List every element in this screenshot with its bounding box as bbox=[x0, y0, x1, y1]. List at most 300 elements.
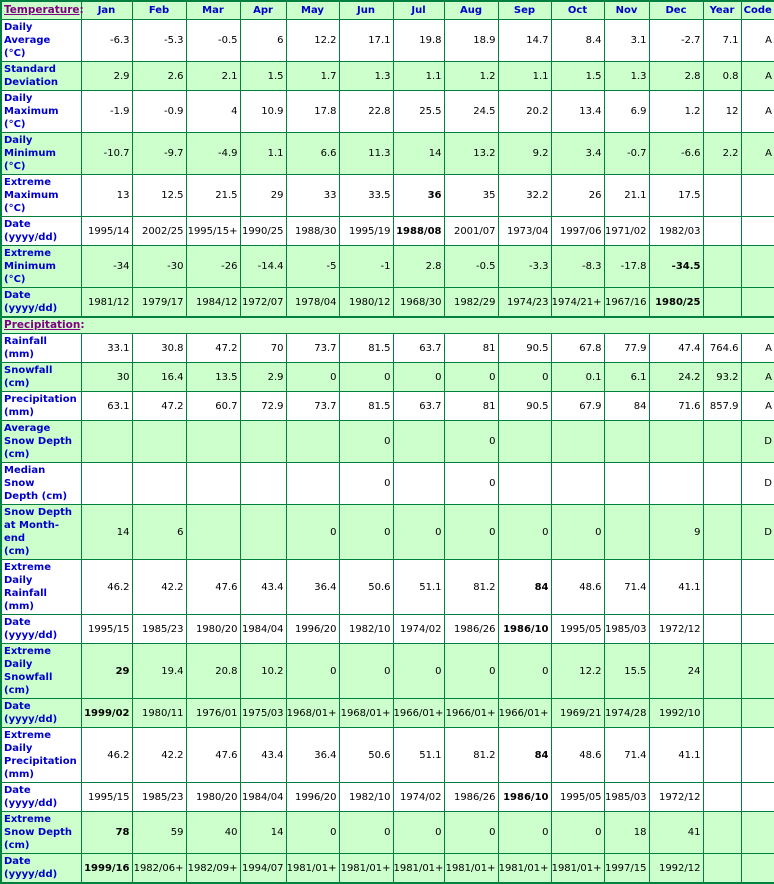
value-cell: 1972/12 bbox=[649, 615, 703, 644]
value-cell: 0.8 bbox=[703, 62, 741, 91]
value-cell: A bbox=[741, 334, 774, 363]
value-cell: -0.5 bbox=[186, 20, 240, 62]
value-cell: 1988/08 bbox=[393, 217, 444, 246]
value-cell: 0 bbox=[444, 644, 498, 699]
value-cell bbox=[741, 217, 774, 246]
value-cell: 1.3 bbox=[604, 62, 649, 91]
value-cell: 1985/03 bbox=[604, 783, 649, 812]
value-cell: 9 bbox=[649, 505, 703, 560]
value-cell: 59 bbox=[132, 812, 186, 854]
value-cell: 1999/16 bbox=[81, 854, 132, 884]
table-row bbox=[1, 728, 774, 783]
value-cell bbox=[551, 421, 604, 463]
row-label bbox=[1, 421, 81, 463]
row-label bbox=[1, 334, 81, 363]
table-row bbox=[1, 217, 774, 246]
value-cell: -9.7 bbox=[132, 133, 186, 175]
value-cell: 71.4 bbox=[604, 560, 649, 615]
value-cell: 48.6 bbox=[551, 728, 604, 783]
month-header: Jul bbox=[393, 1, 444, 20]
value-cell: 11.3 bbox=[339, 133, 393, 175]
value-cell: 10.9 bbox=[240, 91, 286, 133]
value-cell: 1982/09+ bbox=[186, 854, 240, 884]
value-cell bbox=[498, 421, 551, 463]
row-label-line: (cm) bbox=[4, 685, 30, 696]
value-cell: -2.7 bbox=[649, 20, 703, 62]
value-cell bbox=[703, 854, 741, 884]
value-cell: 1975/03 bbox=[240, 699, 286, 728]
value-cell: 12 bbox=[703, 91, 741, 133]
value-cell: 1972/12 bbox=[649, 783, 703, 812]
value-cell: 42.2 bbox=[132, 560, 186, 615]
value-cell: 90.5 bbox=[498, 392, 551, 421]
value-cell: 47.6 bbox=[186, 560, 240, 615]
row-label-line: (°C) bbox=[4, 203, 26, 214]
month-header: Jun bbox=[339, 1, 393, 20]
row-label-line: Minimum bbox=[4, 261, 56, 272]
value-cell: -6.6 bbox=[649, 133, 703, 175]
value-cell: 1992/12 bbox=[649, 854, 703, 884]
value-cell: -1.9 bbox=[81, 91, 132, 133]
value-cell bbox=[741, 288, 774, 318]
value-cell: 1995/05 bbox=[551, 783, 604, 812]
value-cell: 17.1 bbox=[339, 20, 393, 62]
row-label bbox=[1, 246, 81, 288]
value-cell: 26 bbox=[551, 175, 604, 217]
row-label-line: Snowfall bbox=[4, 672, 53, 683]
value-cell: 1966/01+ bbox=[393, 699, 444, 728]
value-cell: 72.9 bbox=[240, 392, 286, 421]
value-cell: 24 bbox=[649, 644, 703, 699]
value-cell bbox=[393, 421, 444, 463]
value-cell: 81 bbox=[444, 392, 498, 421]
value-cell bbox=[132, 463, 186, 505]
value-cell: 33.5 bbox=[339, 175, 393, 217]
value-cell: 60.7 bbox=[186, 392, 240, 421]
value-cell: 2.6 bbox=[132, 62, 186, 91]
row-label-line: Extreme bbox=[4, 248, 51, 259]
value-cell: 46.2 bbox=[81, 560, 132, 615]
value-cell: 1984/12 bbox=[186, 288, 240, 318]
value-cell: -4.9 bbox=[186, 133, 240, 175]
row-label-line: Average bbox=[4, 423, 51, 434]
value-cell: 0 bbox=[339, 505, 393, 560]
value-cell: 1995/15+ bbox=[186, 217, 240, 246]
value-cell bbox=[703, 246, 741, 288]
row-label bbox=[1, 463, 81, 505]
row-label-line: (°C) bbox=[4, 274, 26, 285]
value-cell: 12.2 bbox=[551, 644, 604, 699]
value-cell: 77.9 bbox=[604, 334, 649, 363]
value-cell: 1985/23 bbox=[132, 783, 186, 812]
value-cell: 1.5 bbox=[551, 62, 604, 91]
value-cell: 1980/25 bbox=[649, 288, 703, 318]
value-cell: 17.8 bbox=[286, 91, 339, 133]
value-cell: 1997/15 bbox=[604, 854, 649, 884]
row-label bbox=[1, 644, 81, 699]
row-label-line: Rainfall (mm) bbox=[4, 336, 47, 360]
value-cell: 0 bbox=[444, 812, 498, 854]
month-header: Nov bbox=[604, 1, 649, 20]
value-cell: 73.7 bbox=[286, 392, 339, 421]
table-row bbox=[1, 644, 774, 699]
value-cell: 0 bbox=[339, 463, 393, 505]
table-row bbox=[1, 783, 774, 812]
value-cell: 1981/01+ bbox=[393, 854, 444, 884]
value-cell: 1994/07 bbox=[240, 854, 286, 884]
row-label-line: Extreme Daily bbox=[4, 562, 51, 586]
value-cell: 6 bbox=[132, 505, 186, 560]
row-label bbox=[1, 854, 81, 884]
value-cell: 10.2 bbox=[240, 644, 286, 699]
table-row bbox=[1, 246, 774, 288]
value-cell: 1974/23 bbox=[498, 288, 551, 318]
month-header: Feb bbox=[132, 1, 186, 20]
value-cell: 6.9 bbox=[604, 91, 649, 133]
temperature-section-cell bbox=[1, 1, 84, 20]
value-cell: 4 bbox=[186, 91, 240, 133]
value-cell: 1978/04 bbox=[286, 288, 339, 318]
value-cell bbox=[703, 560, 741, 615]
value-cell: 1988/30 bbox=[286, 217, 339, 246]
value-cell: 1972/07 bbox=[240, 288, 286, 318]
value-cell: 1986/26 bbox=[444, 615, 498, 644]
row-label-line: (°C) bbox=[4, 119, 26, 130]
value-cell: 13.4 bbox=[551, 91, 604, 133]
value-cell: 42.2 bbox=[132, 728, 186, 783]
value-cell: 2002/25 bbox=[132, 217, 186, 246]
value-cell bbox=[703, 217, 741, 246]
row-label-line: Deviation bbox=[4, 77, 58, 88]
value-cell: 51.1 bbox=[393, 728, 444, 783]
value-cell bbox=[393, 463, 444, 505]
row-label bbox=[1, 615, 81, 644]
value-cell: 1986/10 bbox=[498, 615, 551, 644]
row-label-line: Daily bbox=[4, 135, 33, 146]
value-cell: 67.8 bbox=[551, 334, 604, 363]
climate-table-body bbox=[1, 1, 774, 883]
row-label-line: Date bbox=[4, 701, 31, 712]
code-header: Code bbox=[741, 1, 774, 20]
value-cell bbox=[741, 854, 774, 884]
value-cell: 1974/28 bbox=[604, 699, 649, 728]
value-cell: 1992/10 bbox=[649, 699, 703, 728]
value-cell: 73.7 bbox=[286, 334, 339, 363]
value-cell: 0 bbox=[393, 363, 444, 392]
value-cell bbox=[132, 421, 186, 463]
value-cell: 1990/25 bbox=[240, 217, 286, 246]
value-cell bbox=[186, 505, 240, 560]
row-label-line: (yyyy/dd) bbox=[4, 714, 58, 725]
value-cell: 63.7 bbox=[393, 334, 444, 363]
value-cell: 93.2 bbox=[703, 363, 741, 392]
value-cell: -6.3 bbox=[81, 20, 132, 62]
row-label-line: Snow Depth bbox=[4, 436, 73, 447]
value-cell: 48.6 bbox=[551, 560, 604, 615]
value-cell bbox=[703, 644, 741, 699]
value-cell: 0 bbox=[286, 812, 339, 854]
value-cell: 1.1 bbox=[393, 62, 444, 91]
value-cell bbox=[703, 615, 741, 644]
value-cell: 1981/01+ bbox=[339, 854, 393, 884]
value-cell bbox=[649, 421, 703, 463]
row-label bbox=[1, 217, 81, 246]
value-cell: 90.5 bbox=[498, 334, 551, 363]
row-label-line: Standard bbox=[4, 64, 56, 75]
value-cell bbox=[240, 463, 286, 505]
table-row bbox=[1, 334, 774, 363]
value-cell: 1982/10 bbox=[339, 783, 393, 812]
value-cell: 50.6 bbox=[339, 728, 393, 783]
row-label-line: (yyyy/dd) bbox=[4, 232, 58, 243]
value-cell: 25.5 bbox=[393, 91, 444, 133]
value-cell: 1969/21 bbox=[551, 699, 604, 728]
value-cell: 1974/02 bbox=[393, 783, 444, 812]
precipitation-section-label-colon: : bbox=[80, 319, 85, 331]
value-cell: 19.4 bbox=[132, 644, 186, 699]
value-cell bbox=[604, 463, 649, 505]
value-cell: 1982/29 bbox=[444, 288, 498, 318]
table-row bbox=[1, 812, 774, 854]
value-cell: A bbox=[741, 62, 774, 91]
value-cell: 7.1 bbox=[703, 20, 741, 62]
value-cell bbox=[741, 246, 774, 288]
temperature-section-label[interactable]: Temperature bbox=[4, 4, 80, 16]
value-cell: 30.8 bbox=[132, 334, 186, 363]
row-label-line: (cm) bbox=[4, 546, 30, 557]
value-cell bbox=[741, 783, 774, 812]
value-cell: 0.1 bbox=[551, 363, 604, 392]
value-cell: 1971/02 bbox=[604, 217, 649, 246]
value-cell: 0 bbox=[393, 644, 444, 699]
value-cell bbox=[741, 728, 774, 783]
value-cell: A bbox=[741, 392, 774, 421]
value-cell: 1984/04 bbox=[240, 615, 286, 644]
value-cell: 46.2 bbox=[81, 728, 132, 783]
value-cell: 15.5 bbox=[604, 644, 649, 699]
value-cell: 1995/19 bbox=[339, 217, 393, 246]
value-cell: 0 bbox=[498, 644, 551, 699]
value-cell: 1980/20 bbox=[186, 615, 240, 644]
value-cell: 1968/01+ bbox=[286, 699, 339, 728]
table-row bbox=[1, 699, 774, 728]
value-cell bbox=[240, 505, 286, 560]
row-label bbox=[1, 288, 81, 318]
value-cell bbox=[703, 505, 741, 560]
value-cell: 764.6 bbox=[703, 334, 741, 363]
value-cell bbox=[703, 288, 741, 318]
value-cell: 1986/10 bbox=[498, 783, 551, 812]
value-cell bbox=[186, 421, 240, 463]
value-cell bbox=[703, 421, 741, 463]
value-cell: 84 bbox=[498, 560, 551, 615]
value-cell: 33 bbox=[286, 175, 339, 217]
value-cell: 13.5 bbox=[186, 363, 240, 392]
row-label-line: Snowfall bbox=[4, 365, 53, 376]
value-cell bbox=[240, 421, 286, 463]
value-cell: 6 bbox=[240, 20, 286, 62]
value-cell: 50.6 bbox=[339, 560, 393, 615]
value-cell: -17.8 bbox=[604, 246, 649, 288]
row-label bbox=[1, 91, 81, 133]
value-cell: -0.5 bbox=[444, 246, 498, 288]
value-cell: 1981/12 bbox=[81, 288, 132, 318]
month-header: Dec bbox=[649, 1, 703, 20]
value-cell: 1.2 bbox=[444, 62, 498, 91]
row-label bbox=[1, 728, 81, 783]
value-cell: 1979/17 bbox=[132, 288, 186, 318]
value-cell: 1966/01+ bbox=[498, 699, 551, 728]
value-cell: 1.2 bbox=[649, 91, 703, 133]
row-label-line: at Month-end bbox=[4, 520, 59, 544]
row-label-line: Extreme Daily bbox=[4, 730, 51, 754]
value-cell: 1999/02 bbox=[81, 699, 132, 728]
value-cell: 47.6 bbox=[186, 728, 240, 783]
row-label bbox=[1, 783, 81, 812]
value-cell: 14 bbox=[81, 505, 132, 560]
value-cell: 47.4 bbox=[649, 334, 703, 363]
value-cell: 1984/04 bbox=[240, 783, 286, 812]
value-cell: 21.1 bbox=[604, 175, 649, 217]
value-cell: 1968/30 bbox=[393, 288, 444, 318]
value-cell: 22.8 bbox=[339, 91, 393, 133]
value-cell: -14.4 bbox=[240, 246, 286, 288]
value-cell: 857.9 bbox=[703, 392, 741, 421]
value-cell: 29 bbox=[240, 175, 286, 217]
value-cell: -5.3 bbox=[132, 20, 186, 62]
value-cell: 12.5 bbox=[132, 175, 186, 217]
row-label-line: Precipitation bbox=[4, 394, 77, 405]
row-label-line: Daily bbox=[4, 93, 33, 104]
value-cell: 81 bbox=[444, 334, 498, 363]
value-cell: 84 bbox=[604, 392, 649, 421]
value-cell bbox=[604, 505, 649, 560]
value-cell: -1 bbox=[339, 246, 393, 288]
value-cell: 2.9 bbox=[240, 363, 286, 392]
value-cell: 0 bbox=[444, 505, 498, 560]
value-cell: 1.3 bbox=[339, 62, 393, 91]
value-cell: 0 bbox=[444, 463, 498, 505]
value-cell: 0 bbox=[551, 812, 604, 854]
value-cell: 1982/03 bbox=[649, 217, 703, 246]
value-cell: 1966/01+ bbox=[444, 699, 498, 728]
row-label-line: Snow Depth bbox=[4, 827, 73, 838]
month-header: May bbox=[286, 1, 339, 20]
value-cell: 1968/01+ bbox=[339, 699, 393, 728]
value-cell: 14 bbox=[240, 812, 286, 854]
year-header: Year bbox=[703, 1, 741, 20]
value-cell: 13.2 bbox=[444, 133, 498, 175]
value-cell: 32.2 bbox=[498, 175, 551, 217]
value-cell: 3.1 bbox=[604, 20, 649, 62]
value-cell: 0 bbox=[498, 363, 551, 392]
value-cell: 1981/01+ bbox=[498, 854, 551, 884]
row-label bbox=[1, 560, 81, 615]
value-cell bbox=[81, 421, 132, 463]
value-cell: 1980/11 bbox=[132, 699, 186, 728]
value-cell: 0 bbox=[393, 812, 444, 854]
value-cell: A bbox=[741, 20, 774, 62]
value-cell: 36 bbox=[393, 175, 444, 217]
value-cell: 1996/20 bbox=[286, 783, 339, 812]
value-cell bbox=[703, 728, 741, 783]
value-cell bbox=[703, 699, 741, 728]
precipitation-section-cell bbox=[1, 317, 774, 334]
month-header: Oct bbox=[551, 1, 604, 20]
value-cell: 20.8 bbox=[186, 644, 240, 699]
value-cell: 81.5 bbox=[339, 392, 393, 421]
value-cell: 12.2 bbox=[286, 20, 339, 62]
month-header: Aug bbox=[444, 1, 498, 20]
value-cell: -26 bbox=[186, 246, 240, 288]
value-cell bbox=[703, 812, 741, 854]
row-label-line: (°C) bbox=[4, 161, 26, 172]
value-cell: 71.4 bbox=[604, 728, 649, 783]
value-cell: 33.1 bbox=[81, 334, 132, 363]
table-row bbox=[1, 615, 774, 644]
value-cell: 1981/01+ bbox=[444, 854, 498, 884]
value-cell: 1976/01 bbox=[186, 699, 240, 728]
row-label bbox=[1, 62, 81, 91]
value-cell: 84 bbox=[498, 728, 551, 783]
value-cell: 1985/03 bbox=[604, 615, 649, 644]
row-label bbox=[1, 175, 81, 217]
value-cell: 9.2 bbox=[498, 133, 551, 175]
value-cell: 1.7 bbox=[286, 62, 339, 91]
value-cell: 1982/06+ bbox=[132, 854, 186, 884]
value-cell: 14 bbox=[393, 133, 444, 175]
value-cell bbox=[649, 463, 703, 505]
row-label-line: (yyyy/dd) bbox=[4, 303, 58, 314]
value-cell: 1980/12 bbox=[339, 288, 393, 318]
row-label-line: (mm) bbox=[4, 769, 34, 780]
row-label-line: (mm) bbox=[4, 407, 34, 418]
value-cell: D bbox=[741, 505, 774, 560]
value-cell: -0.9 bbox=[132, 91, 186, 133]
value-cell bbox=[741, 560, 774, 615]
value-cell: 1.5 bbox=[240, 62, 286, 91]
column-header-row bbox=[1, 1, 774, 20]
value-cell: A bbox=[741, 363, 774, 392]
value-cell: 1995/05 bbox=[551, 615, 604, 644]
value-cell: 81.2 bbox=[444, 560, 498, 615]
value-cell: 0 bbox=[444, 421, 498, 463]
table-row bbox=[1, 392, 774, 421]
table-row bbox=[1, 62, 774, 91]
table-row bbox=[1, 91, 774, 133]
value-cell: D bbox=[741, 421, 774, 463]
row-label-line: (cm) bbox=[4, 449, 30, 460]
value-cell: 43.4 bbox=[240, 728, 286, 783]
value-cell: 1974/02 bbox=[393, 615, 444, 644]
value-cell: 63.1 bbox=[81, 392, 132, 421]
value-cell: 41.1 bbox=[649, 728, 703, 783]
table-row bbox=[1, 463, 774, 505]
value-cell: 6.6 bbox=[286, 133, 339, 175]
row-label-line: Date bbox=[4, 785, 31, 796]
value-cell: 36.4 bbox=[286, 560, 339, 615]
table-row bbox=[1, 560, 774, 615]
precipitation-section-label[interactable]: Precipitation bbox=[4, 319, 81, 331]
value-cell: 71.6 bbox=[649, 392, 703, 421]
value-cell: -5 bbox=[286, 246, 339, 288]
value-cell bbox=[81, 463, 132, 505]
row-label-line: Median Snow bbox=[4, 465, 46, 489]
value-cell: 18 bbox=[604, 812, 649, 854]
row-label-line: Precipitation bbox=[4, 756, 77, 767]
row-label-line: Minimum bbox=[4, 148, 56, 159]
value-cell: 18.9 bbox=[444, 20, 498, 62]
